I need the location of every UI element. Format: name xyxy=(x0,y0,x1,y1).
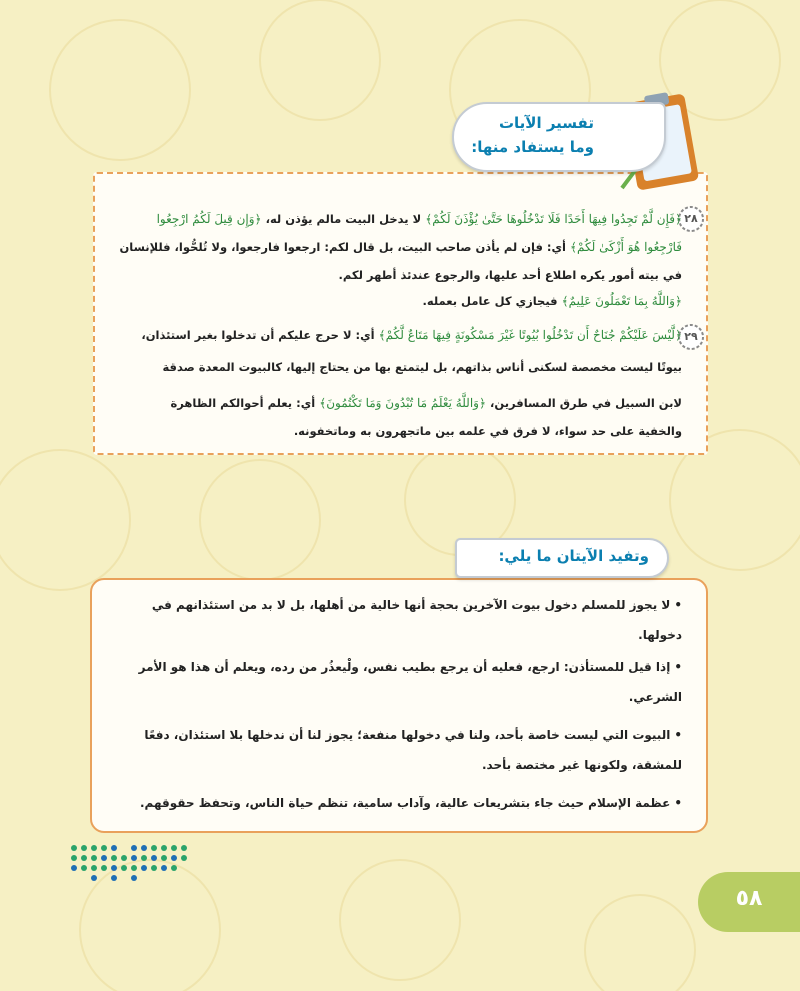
benefit-item xyxy=(122,590,682,650)
bullet-icon: • xyxy=(674,660,682,674)
verse-number: ٢٩ xyxy=(684,330,698,343)
section-title-badge xyxy=(452,102,666,172)
quran-text: فَارْجِعُوا هُوَ أَزْكَىٰ لَكُمْ﴾ xyxy=(569,240,682,254)
verse-29-line-4 xyxy=(294,424,682,438)
benefit-text: عظمة الإسلام حيث جاء بتشريعات عالية، وآداب سامية، تنظم حياة الناس، وتحفظ حقوقهم. xyxy=(140,796,671,810)
verse-29-line-2 xyxy=(162,360,682,374)
quran-text: ﴿وَاللَّهُ بِمَا تَعْمَلُونَ عَلِيمٌ﴾ xyxy=(561,294,682,308)
benefit-text: البيوت التي ليست خاصة بأحد، ولنا في دخولها منفعة؛ يجوز لنا أن ندخلها بلا استئذان، دفعًا للمشقة، ولكونها غير مختصة بأحد. xyxy=(144,728,682,772)
tafsir-text: والخفية على حد سواء، لا فرق في علمه بين ماتجهرون به وماتخفونه. xyxy=(293,424,682,438)
tafsir-text: فيجازي كل عامل بعمله. xyxy=(422,294,562,308)
section-title-line1: تفسير الآيات xyxy=(498,114,594,132)
bullet-icon: • xyxy=(674,728,682,742)
tafsir-text: بيوتًا ليست مخصصة لسكنى أناس بذاتهم، بل ليتمتع بها من يحتاج إليها، كالبيوت المعدة صدقة xyxy=(162,360,682,374)
tafsir-text: أي: لا حرج عليكم أن تدخلوا بغير استئذان، xyxy=(141,328,379,342)
page-number-tab xyxy=(698,872,800,932)
benefit-item xyxy=(122,652,682,712)
quran-text: ﴿وَإِن قِيلَ لَكُمُ ارْجِعُوا xyxy=(156,212,262,226)
verse-29-line-3 xyxy=(170,396,682,410)
tafsir-text: في بيته أمور يكره اطلاع أحد عليها، والرجوع عندئذ أطهر لكم. xyxy=(338,268,682,282)
quran-text: ﴿وَاللَّهُ يَعْلَمُ مَا تُبْدُونَ وَمَا تَكْتُمُونَ﴾ xyxy=(319,396,486,410)
benefits-title: وتفيد الآيتان ما يلي: xyxy=(498,547,649,565)
quran-text: ﴿لَّيْسَ عَلَيْكُمْ جُنَاحٌ أَن تَدْخُلُوا بُيُوتًا غَيْرَ مَسْكُونَةٍ فِيهَا مَتَاعٌ لَّكُمْ﴾ xyxy=(378,328,682,342)
ministry-logo-icon xyxy=(68,842,192,882)
page-number: ٥٨ xyxy=(735,886,763,911)
benefit-item xyxy=(122,720,682,780)
bullet-icon: • xyxy=(674,598,682,612)
verse-29-line-1 xyxy=(141,328,682,342)
tafsir-text: لابن السبيل في طرق المسافرين، xyxy=(485,396,682,410)
verse-28-line-2 xyxy=(119,240,682,254)
tafsir-text: أي: فإن لم يأذن صاحب البيت، بل قال لكم: ارجعوا فارجعوا، ولا تُلحُّوا، فللإنسان xyxy=(119,240,570,254)
section-title-line2: وما يستفاد منها: xyxy=(471,138,594,156)
tafsir-text: أي: يعلم أحوالكم الظاهرة xyxy=(170,396,320,410)
benefits-title-badge xyxy=(455,538,669,578)
benefit-text: إذا قيل للمستأذن: ارجع، فعليه أن يرجع بطيب نفس، ولْيعذُر من رده، ويعلم أن هذا هو الأمر الشرعي. xyxy=(138,660,682,704)
quran-text: ﴿فَإِن لَّمْ تَجِدُوا فِيهَا أَحَدًا فَلَا تَدْخُلُوهَا حَتَّىٰ يُؤْذَنَ لَكُمْ﴾ xyxy=(425,212,682,226)
verse-28-line-4 xyxy=(423,294,683,308)
verse-28-line-1 xyxy=(157,212,682,226)
benefit-item xyxy=(122,788,682,818)
verse-28-line-3 xyxy=(339,268,682,282)
verse-number: ٢٨ xyxy=(684,212,698,225)
benefit-text: لا يجوز للمسلم دخول بيوت الآخرين بحجة أنها خالية من أهلها، بل لا بد من استئذانهم في دخولها. xyxy=(151,598,682,642)
tafsir-text: لا يدخل البيت مالم يؤذن له، xyxy=(261,212,426,226)
bullet-icon: • xyxy=(674,796,682,810)
